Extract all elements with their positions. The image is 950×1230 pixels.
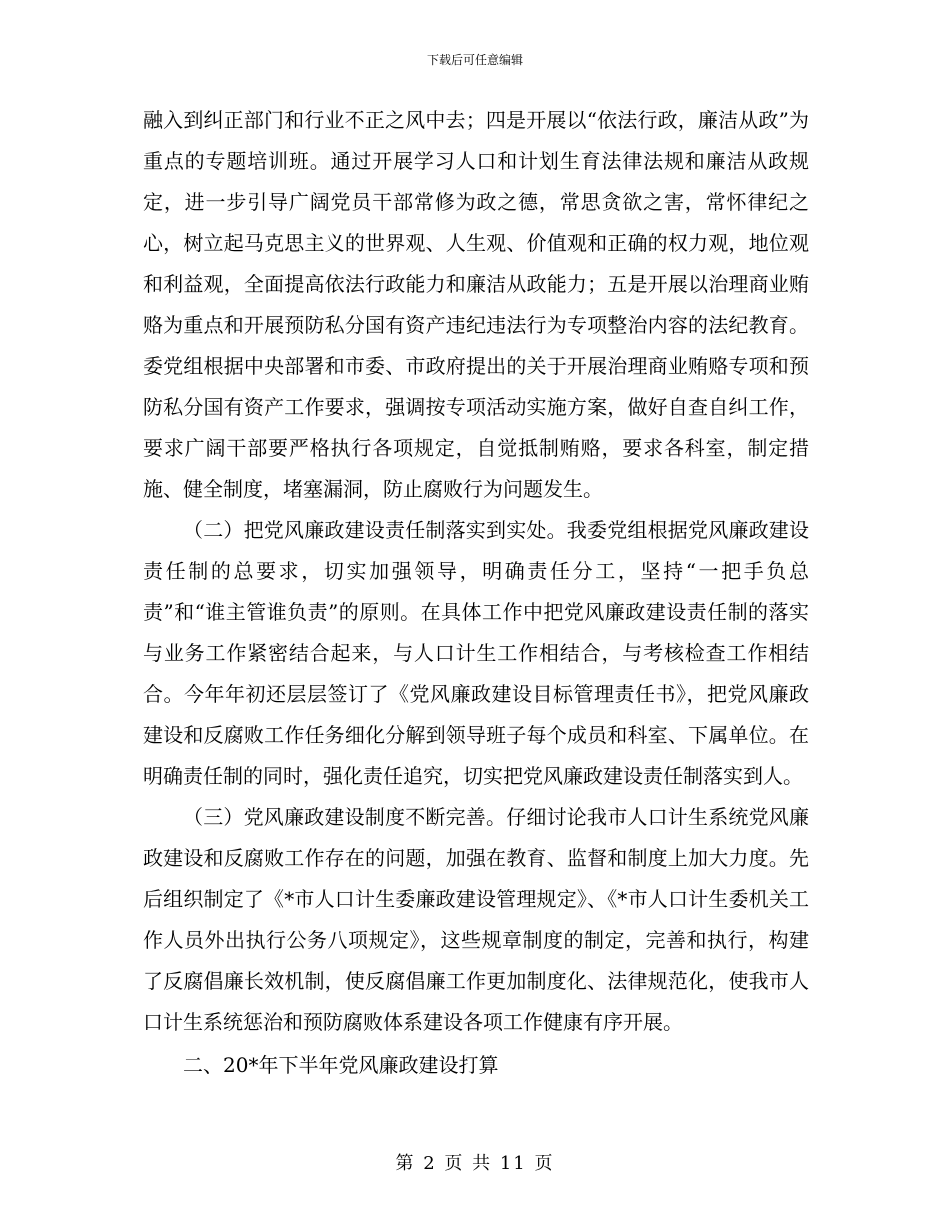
page-number: 第 2 页 共 11 页 xyxy=(395,1153,555,1174)
section-heading: 二、20*年下半年党风廉政建设打算 xyxy=(183,1053,499,1077)
document-body xyxy=(143,100,809,1086)
page-header: 下载后可任意编辑 xyxy=(426,53,523,67)
paragraph-continuation: 融入到纠正部门和行业不正之风中去；四是开展以“依法行政，廉洁从政”为重点的专题培训班。通过开展学习人口和计划生育法律法规和廉洁从政规定，进一步引导广阔党员干部常修为政之德，常思贪欲之害，常怀律纪之心，树立起马克思主义的世界观、人生观、价值观和正确的权力观，地位观和利益观，全面提高依法行政能力和廉洁从政能力；五是开展以治理商业贿赂为重点和开展预防私分国有资产违纪违法行为专项整治内容的法纪教育。委党组根据中央部署和市委、市政府提出的关于开展治理商业贿赂专项和预防私分国有资产工作要求，强调按专项活动实施方案，做好自查自纠工作，要求广阔干部要严格执行各项规定，自觉抵制贿赂，要求各科室，制定措施、健全制度，堵塞漏洞，防止腐败行为问题发生。 xyxy=(143,108,809,501)
paragraph-responsibility-system: （二）把党风廉政建设责任制落实到实处。我委党组根据党风廉政建设责任制的总要求，切实加强领导，明确责任分工，坚持“一把手负总责”和“谁主管谁负责”的原则。在具体工作中把党风廉政建设责任制的落实与业务工作紧密结合起来，与人口计生工作相结合，与考核检查工作相结合。今年年初还层层签订了《党风廉政建设目标管理责任书》，把党风廉政建设和反腐败工作任务细化分解到领导班子每个成员和科室、下属单位。在明确责任制的同时，强化责任追究，切实把党风廉政建设责任制落实到人。 xyxy=(143,518,809,788)
paragraph-system-improvement: （三）党风廉政建设制度不断完善。仔细讨论我市人口计生系统党风廉政建设和反腐败工作存在的问题，加强在教育、监督和制度上加大力度。先后组织制定了《*市人口计生委廉政建设管理规定》、《*市人口计生委机关工作人员外出执行公务八项规定》，这些规章制度的制定，完善和执行，构建了反腐倡廉长效机制，使反腐倡廉工作更加制度化、法律规范化，使我市人口计生系统惩治和预防腐败体系建设各项工作健康有序开展。 xyxy=(143,805,809,1034)
